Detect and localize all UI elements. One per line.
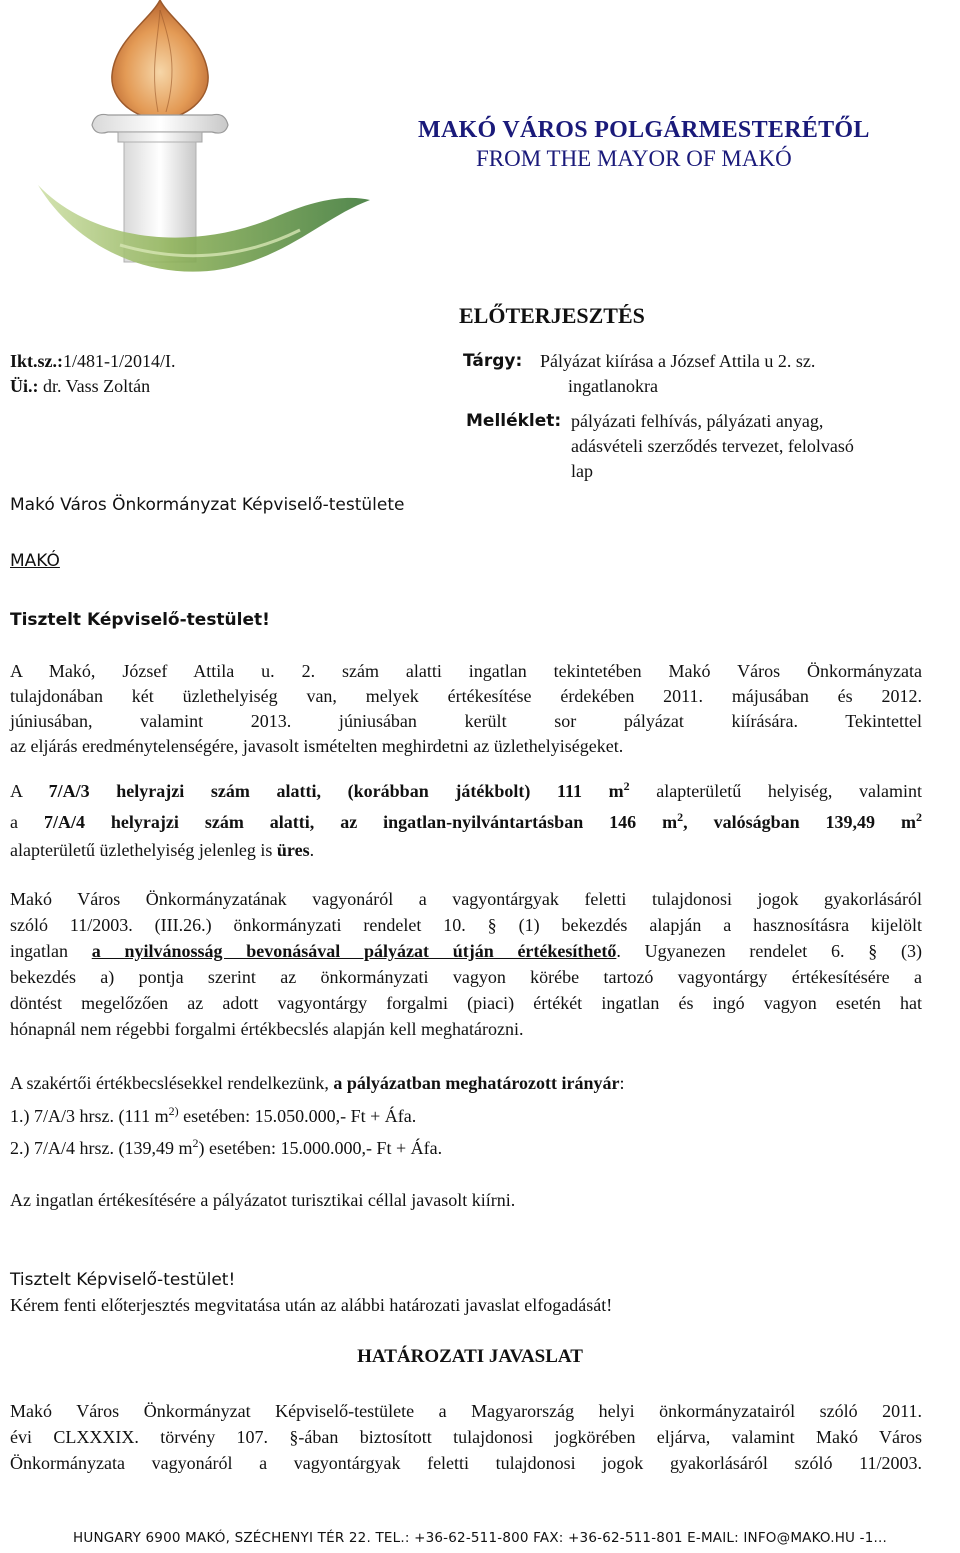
p2-sup-3: 2: [916, 810, 922, 824]
closing-salutation: Tisztelt Képviselő-testület!: [10, 1270, 236, 1290]
p2-property-2: 7/A/4 helyrajzi szám alatti, az ingatlan-nyilvántartásban 146 m: [43, 812, 678, 832]
proposal-title: HATÁROZATI JAVASLAT: [357, 1346, 583, 1367]
mako-logo-emblem: [0, 0, 400, 300]
addressee-body: Makó Város Önkormányzat Képviselő-testülete: [10, 495, 405, 515]
p3-line-4: bekezdés a) pontja szerint az önkormányzati vagyon körébe tartozó vagyontárgy értékesítésére a: [10, 967, 922, 987]
p2-actual-area: , valóságban 139,49 m: [683, 812, 916, 832]
paragraph-1: [10, 659, 922, 759]
item2-text-a: 2.) 7/A/4 hrsz. (139,49 m: [10, 1138, 193, 1158]
valuation-item-1: [10, 1104, 922, 1129]
item1-sup: 2): [168, 1104, 179, 1118]
item2-sup: 2: [192, 1136, 199, 1150]
subject-line-1: Pályázat kiírása a József Attila u 2. sz.: [540, 351, 816, 371]
p4-emphasis: a pályázatban meghatározott irányár: [333, 1073, 620, 1093]
footer-contact-line: HUNGARY 6900 MAKÓ, SZÉCHENYI TÉR 22. TEL.: +36-62-511-800 FAX: +36-62-511-801 E-MAIL: INFO@MAKO.HU -1...: [73, 1530, 887, 1546]
attachment-line-3: lap: [571, 461, 593, 481]
attachment-line-2: adásvételi szerződés tervezet, felolvasó: [571, 436, 854, 456]
paragraph-3: [10, 886, 922, 1042]
p1-line-2: tulajdonában két üzlethelyiség van, melyek értékesítése érdekében 2011. májusában és 2012.: [10, 686, 922, 706]
p2-text-d: a: [10, 812, 44, 832]
item2-text-b: ) esetében: 15.000.000,- Ft + Áfa.: [198, 1138, 443, 1158]
case-officer-label: Üi.:: [10, 376, 39, 396]
case-officer: [10, 374, 150, 399]
reference-number-label: Ikt.sz.:: [10, 351, 63, 371]
addressee-city: MAKÓ: [10, 551, 60, 571]
p1-line-1: A Makó, József Attila u. 2. szám alatti ingatlan tekintetében Makó Város Önkormányzata: [10, 661, 922, 681]
paragraph-5: Az ingatlan értékesítésére a pályázatot turisztikai céllal javasolt kiírni.: [10, 1190, 516, 1210]
document-heading: ELŐTERJESZTÉS: [459, 303, 645, 328]
p2-text-i: .: [309, 840, 315, 860]
p3-line-5: döntést megelőzően az adott vagyontárgy forgalmi (piaci) értékét ingatlan és ingó vagyon esetén hat: [10, 993, 922, 1013]
p4-text-c: :: [619, 1073, 625, 1093]
case-officer-value: dr. Vass Zoltán: [43, 376, 151, 396]
mayor-header-title: MAKÓ VÁROS POLGÁRMESTERÉTŐL: [418, 117, 870, 143]
paragraph-2: [10, 776, 922, 863]
subject-line-2: ingatlanokra: [568, 376, 658, 396]
p3-line-6: hónapnál nem régebbi forgalmi értékbecslés alapján kell meghatározni.: [10, 1019, 524, 1039]
reference-number-value: 1/481-1/2014/I.: [63, 351, 176, 371]
p2-sup-2: 2: [677, 810, 684, 824]
reference-number: [10, 349, 176, 374]
salutation: Tisztelt Képviselő-testület!: [10, 610, 270, 630]
proposal-line-3: Önkormányzata vagyonáról a vagyontárgyak feletti tulajdonosi jogok gyakorlásáról szóló 11/2003.: [10, 1453, 922, 1473]
proposal-line-1: Makó Város Önkormányzat Képviselő-testülete a Magyarország helyi önkormányzatairól szóló 2011.: [10, 1401, 922, 1421]
proposal-text: [10, 1398, 922, 1476]
p1-line-3: júniusában, valamint 2013. júniusában került sor pályázat kiírására. Tekintettel: [10, 711, 922, 731]
p3-text-c: . Ugyanezen rendelet 6. § (3): [616, 941, 922, 961]
p2-text-a: A: [10, 781, 49, 801]
p2-sup-1: 2: [623, 779, 630, 793]
p3-line-2: szóló 11/2003. (III.26.) önkormányzati rendelet 10. § (1) bekezdés alapján a hasznosításra kijelölt: [10, 915, 922, 935]
mayor-header-subtitle: FROM THE MAYOR OF MAKÓ: [476, 146, 792, 171]
p1-line-4: az eljárás eredménytelenségére, javasolt ismételten meghirdetni az üzlethelyiségeket.: [10, 736, 624, 756]
closing-request: Kérem fenti előterjesztés megvitatása után az alábbi határozati javaslat elfogadását!: [10, 1295, 613, 1315]
p4-text-a: A szakértői értékbecslésekkel rendelkezünk,: [10, 1073, 334, 1093]
p2-status-empty: üres: [276, 840, 310, 860]
proposal-line-2: évi CLXXXIX. törvény 107. §-ában biztosított tulajdonosi jogkörében eljárva, valamint Makó Város: [10, 1427, 922, 1447]
p3-emphasis: a nyilvánosság bevonásával pályázat útján értékesíthető: [91, 941, 617, 961]
p3-line-1: Makó Város Önkormányzatának vagyonáról a vagyontárgyak feletti tulajdonosi jogok gyakorlásáról: [10, 889, 922, 909]
item1-text-a: 1.) 7/A/3 hrsz. (111 m: [10, 1106, 169, 1126]
p2-text-g: alapterületű üzlethelyiség jelenleg is: [10, 840, 277, 860]
subject-label: Tárgy:: [463, 351, 523, 371]
paragraph-4: [10, 1071, 922, 1096]
p2-text-c: alapterületű helyiség, valamint: [629, 781, 922, 801]
item1-text-b: esetében: 15.050.000,- Ft + Áfa.: [178, 1106, 417, 1126]
attachment-label: Melléklet:: [466, 411, 562, 431]
p3-text-a: ingatlan: [10, 941, 92, 961]
valuation-item-2: [10, 1136, 922, 1161]
attachment-line-1: pályázati felhívás, pályázati anyag,: [571, 411, 824, 431]
p2-property-1: 7/A/3 helyrajzi szám alatti, (korábban játékbolt) 111 m: [48, 781, 624, 801]
